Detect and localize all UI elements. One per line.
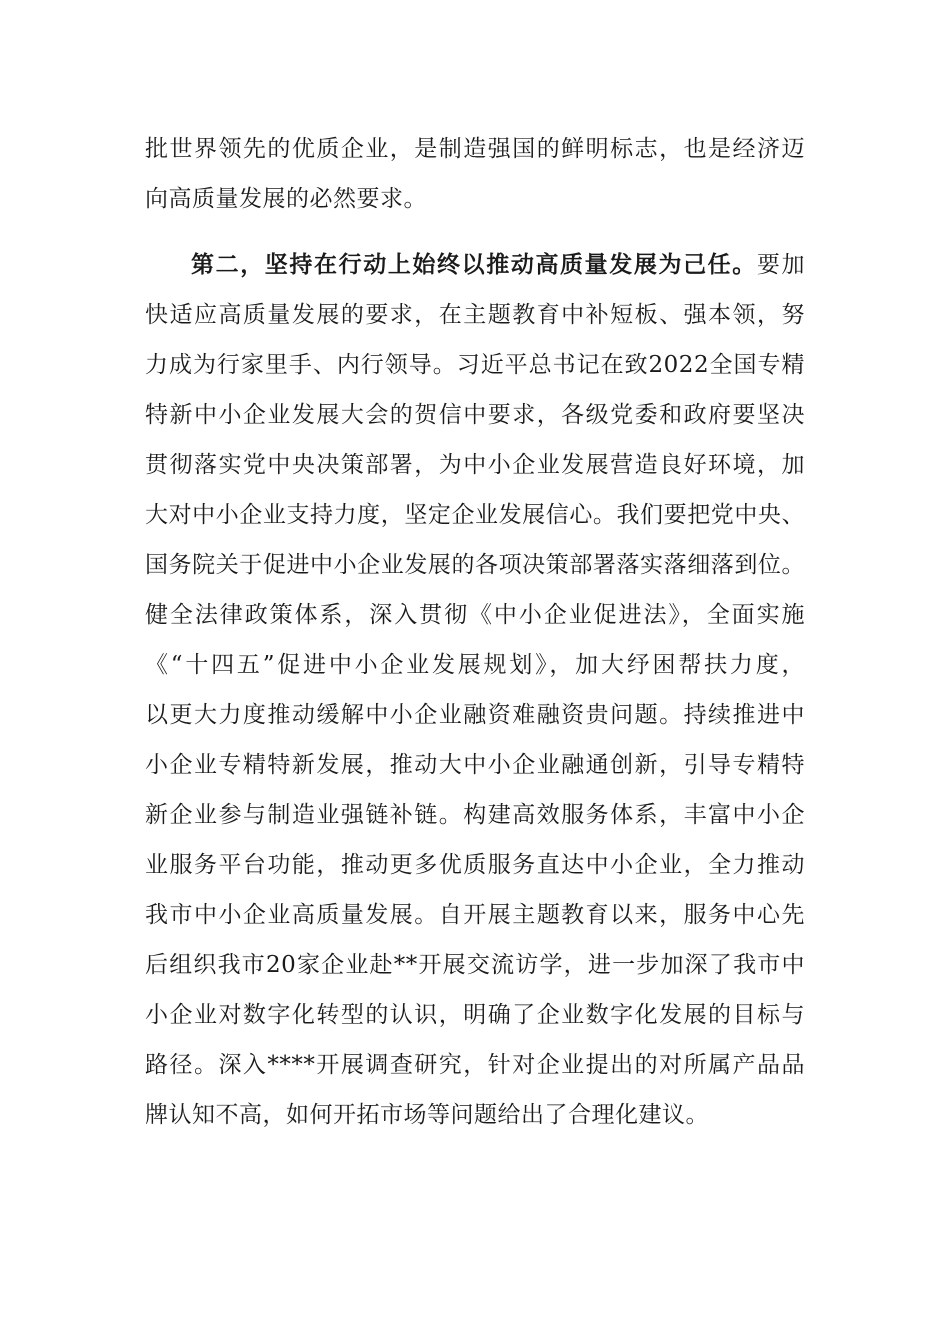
text-line: 贯彻落实党中央决策部署，为中小企业发展营造良好环境，加 — [145, 452, 805, 478]
paragraph-1 — [145, 124, 805, 224]
text-line: 特新中小企业发展大会的贺信中要求，各级党委和政府要坚决 — [145, 402, 805, 428]
text-line: 以更大力度推动缓解中小企业融资难融资贵问题。持续推进中 — [145, 702, 805, 728]
text-line: 力成为行家里手、内行领导。习近平总书记在致2022全国专精 — [145, 352, 805, 378]
text-line: 批世界领先的优质企业，是制造强国的鲜明标志，也是经济迈 — [145, 136, 805, 162]
paragraph-first-line — [145, 240, 805, 290]
text-line: 国务院关于促进中小企业发展的各项决策部署落实落细落到位。 — [145, 552, 805, 578]
text-line: 小企业对数字化转型的认识，明确了企业数字化发展的目标与 — [145, 1002, 805, 1028]
section-heading: 第二，坚持在行动上始终以推动高质量发展为己任。 — [191, 252, 757, 278]
text-line: 快适应高质量发展的要求，在主题教育中补短板、强本领，努 — [145, 302, 805, 328]
text-line: 《“十四五”促进中小企业发展规划》，加大纾困帮扶力度， — [145, 652, 805, 678]
text-line: 后组织我市20家企业赴**开展交流访学，进一步加深了我市中 — [145, 952, 805, 978]
paragraph-2 — [145, 240, 805, 1140]
text-line: 业服务平台功能，推动更多优质服务直达中小企业，全力推动 — [145, 852, 805, 878]
text-line-rest: 要加 — [756, 252, 806, 278]
text-line: 路径。深入****开展调查研究，针对企业提出的对所属产品品 — [145, 1052, 805, 1078]
text-line: 小企业专精特新发展，推动大中小企业融通创新，引导专精特 — [145, 752, 805, 778]
text-line: 健全法律政策体系，深入贯彻《中小企业促进法》，全面实施 — [145, 602, 805, 628]
text-line: 大对中小企业支持力度，坚定企业发展信心。我们要把党中央、 — [145, 502, 805, 528]
text-line: 向高质量发展的必然要求。 — [145, 186, 427, 212]
text-line: 我市中小企业高质量发展。自开展主题教育以来，服务中心先 — [145, 902, 805, 928]
text-line: 新企业参与制造业强链补链。构建高效服务体系，丰富中小企 — [145, 802, 805, 828]
text-line: 牌认知不高，如何开拓市场等问题给出了合理化建议。 — [145, 1102, 709, 1128]
